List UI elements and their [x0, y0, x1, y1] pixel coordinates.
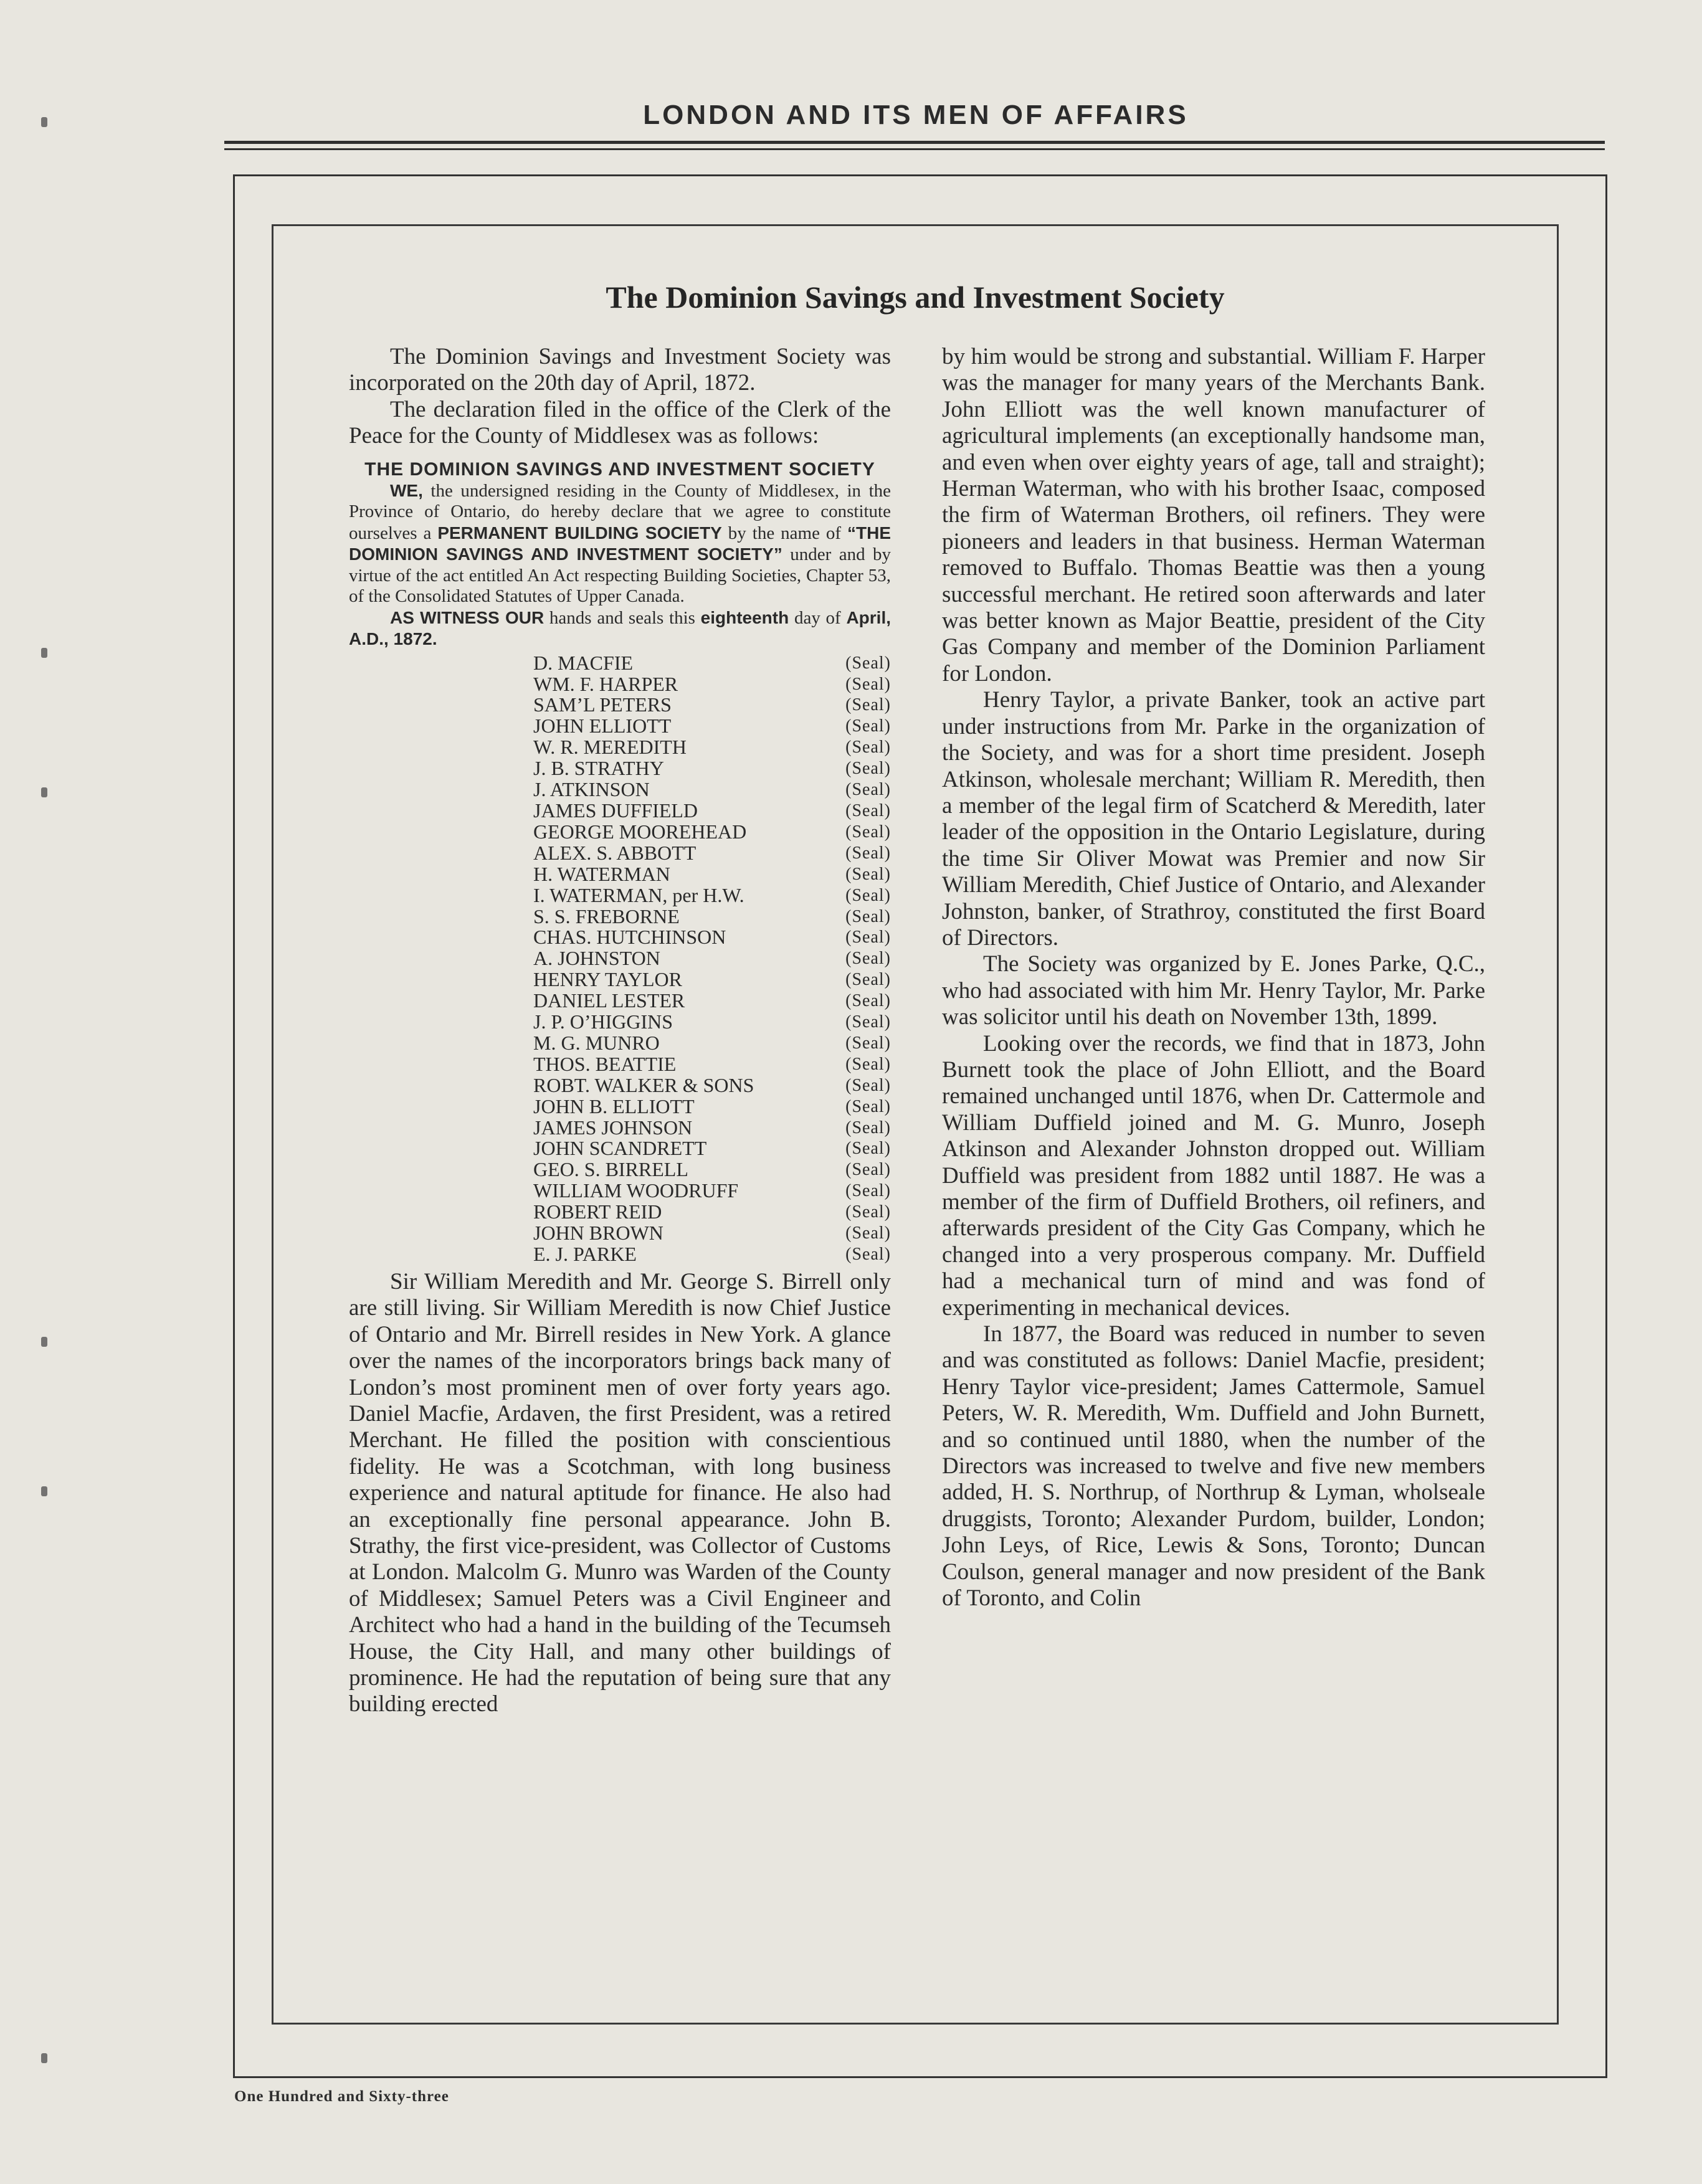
seal-label: (Seal)	[845, 885, 891, 905]
decl-text: by the name of	[721, 523, 848, 543]
signatory-row	[349, 1075, 891, 1096]
seal-label: (Seal)	[845, 843, 891, 863]
witness-bold: April, A.D., 1872.	[349, 607, 891, 649]
margin-mark	[41, 787, 47, 797]
decl-bold: PERMANENT BUILDING SOCIETY	[437, 523, 722, 543]
signatory-row	[349, 906, 891, 928]
signatory-row	[349, 653, 891, 674]
signatory-name: ALEX. S. ABBOTT	[533, 841, 696, 864]
signatory-row	[349, 1033, 891, 1054]
margin-mark	[41, 117, 47, 127]
decl-bold: “THE DOMINION SAVINGS AND INVESTMENT SOCIETY”	[349, 523, 891, 564]
seal-label: (Seal)	[845, 1202, 891, 1222]
signatory-row	[349, 1159, 891, 1180]
paragraph: The Dominion Savings and Investment Society was incorporated on the 20th day of April, 1872.	[349, 344, 891, 396]
paragraph: The Society was organized by E. Jones Parke, Q.C., who had associated with him Mr. Henry Taylor, Mr. Parke was solicitor until his death on November 13th, 1899.	[942, 951, 1485, 1030]
signatory-list	[349, 653, 891, 1265]
signatory-name: JAMES JOHNSON	[533, 1116, 693, 1139]
signatory-row	[349, 1118, 891, 1139]
seal-label: (Seal)	[845, 1181, 891, 1201]
signatory-name: J. B. STRATHY	[533, 757, 664, 780]
paragraph: Looking over the records, we find that in 1873, John Burnett took the place of John Elliott, and the Board remained unchanged until 1876, when Dr. Cattermole and William Duffield joined and M. G. Munro, Joseph Atkinson and Alexander Johnston dropped out. William Duffield was president from 1882 until 1887. He was a member of the firm of Duffield Brothers, oil refiners, and afterwards president of the City Gas Company, which he changed into a very prosperous company. Mr. Duffield had a mechanical turn of mind and was fond of experimenting in mechanical devices.	[942, 1030, 1485, 1321]
signatory-row	[349, 1244, 891, 1265]
article-title: The Dominion Savings and Investment Society	[606, 280, 1225, 315]
signatory-name: JOHN ELLIOTT	[533, 715, 672, 738]
decl-we: WE,	[390, 480, 423, 500]
signatory-row	[349, 864, 891, 885]
seal-label: (Seal)	[845, 991, 891, 1011]
signatory-row	[349, 779, 891, 800]
signatory-name: HENRY TAYLOR	[533, 968, 682, 991]
signatory-row	[349, 1223, 891, 1244]
signatory-name: I. WATERMAN, per H.W.	[533, 883, 744, 906]
signatory-row	[349, 1012, 891, 1033]
signatory-row	[349, 1138, 891, 1159]
signatory-row	[349, 822, 891, 843]
seal-label: (Seal)	[845, 1033, 891, 1053]
signatory-row	[349, 1180, 891, 1202]
signatory-name: JOHN B. ELLIOTT	[533, 1094, 695, 1118]
signatory-row	[349, 948, 891, 969]
signatory-name: GEORGE MOOREHEAD	[533, 820, 747, 843]
paragraph: In 1877, the Board was reduced in number to seven and was constituted as follows: Daniel Macfie, president; Henry Taylor vice-president; James Cattermole, Samuel Peters, W. R. Meredith, Wm. Duffield and John Burnett, and so continued until 1880, when the number of the Directors was increased to twelve and five new members added, H. S. Northrup, of Northrup & Lyman, wholseale druggists, Toronto; Alexander Purdom, builder, London; John Leys, of Rice, Lewis & Sons, Toronto; Duncan Coulson, general manager and now president of the Bank of Toronto, and Colin	[942, 1321, 1485, 1612]
signatory-row	[349, 990, 891, 1012]
margin-mark	[41, 1337, 47, 1347]
seal-label: (Seal)	[845, 780, 891, 800]
signatory-name: GEO. S. BIRRELL	[533, 1158, 688, 1181]
signatory-name: ROBERT REID	[533, 1200, 662, 1223]
paragraph: by him would be strong and substantial. William F. Harper was the manager for many years of the Merchants Bank. John Elliott was the well known manufacturer of agricultural implements (an exceptionally handsome man, and even when over eighty years of age, tall and straight); Herman Waterman, who with his brother Isaac, composed the firm of Waterman Brothers, oil refiners. They were pioneers and leaders in that business. Herman Waterman removed to Buffalo. Thomas Beattie was then a young successful merchant. He retired soon afterwards and later was better known as Major Beattie, president of the City Gas Company and member of the Dominion Parliament for London.	[942, 344, 1485, 686]
seal-label: (Seal)	[845, 1054, 891, 1074]
witness-text-part: day of	[789, 607, 847, 628]
signatory-name: DANIEL LESTER	[533, 989, 685, 1012]
seal-label: (Seal)	[845, 759, 891, 779]
header-rule	[224, 148, 1605, 150]
seal-label: (Seal)	[845, 1096, 891, 1116]
signatory-name: CHAS. HUTCHINSON	[533, 926, 726, 949]
seal-label: (Seal)	[845, 1160, 891, 1180]
signatory-name: WM. F. HARPER	[533, 672, 678, 695]
signatory-name: JAMES DUFFIELD	[533, 799, 698, 822]
signatory-name: M. G. MUNRO	[533, 1031, 660, 1054]
seal-label: (Seal)	[845, 1118, 891, 1137]
left-column	[349, 344, 891, 1718]
seal-label: (Seal)	[845, 1012, 891, 1032]
right-column	[942, 344, 1485, 1612]
seal-label: (Seal)	[845, 970, 891, 990]
signatory-name: E. J. PARKE	[533, 1243, 637, 1265]
seal-label: (Seal)	[845, 928, 891, 947]
signatory-name: H. WATERMAN	[533, 862, 670, 885]
seal-label: (Seal)	[845, 1245, 891, 1264]
seal-label: (Seal)	[845, 716, 891, 736]
seal-label: (Seal)	[845, 800, 891, 820]
witness-bold: AS WITNESS OUR	[390, 607, 544, 627]
signatory-name: JOHN BROWN	[533, 1222, 663, 1245]
seal-label: (Seal)	[845, 906, 891, 926]
page-number: One Hundred and Sixty-three	[234, 2088, 449, 2105]
header-rule	[224, 141, 1605, 144]
signatory-name: THOS. BEATTIE	[533, 1052, 677, 1075]
signatory-name: D. MACFIE	[533, 651, 634, 674]
running-header: LONDON AND ITS MEN OF AFFAIRS	[643, 100, 1189, 130]
signatory-row	[349, 674, 891, 695]
seal-label: (Seal)	[845, 1223, 891, 1243]
declaration-title: THE DOMINION SAVINGS AND INVESTMENT SOCIETY	[364, 458, 875, 480]
signatory-row	[349, 843, 891, 864]
witness-text-part: hands and seals this	[544, 607, 701, 628]
signatory-row	[349, 927, 891, 948]
signatory-name: J. P. O’HIGGINS	[533, 1010, 673, 1033]
signatory-name: SAM’L PETERS	[533, 693, 672, 716]
margin-mark	[41, 648, 47, 658]
witness-bold: eighteenth	[700, 607, 789, 627]
signatory-row	[349, 716, 891, 737]
signatory-row	[349, 969, 891, 990]
margin-mark	[41, 2053, 47, 2063]
signatory-row	[349, 758, 891, 779]
signatory-row	[349, 1096, 891, 1118]
seal-label: (Seal)	[845, 949, 891, 969]
signatory-row	[349, 800, 891, 822]
decl-text: under and by virtue of the act entitled An Act respecting Building Societies, Chapter 53, of the Consolidated Statutes of Upper Canada.	[349, 544, 891, 607]
signatory-name: A. JOHNSTON	[533, 947, 660, 970]
seal-label: (Seal)	[845, 864, 891, 884]
paragraph: Sir William Meredith and Mr. George S. Birrell only are still living. Sir William Meredith is now Chief Justice of Ontario and Mr. Birrell resides in New York. A glance over the names of the incorporators brings back many of London’s most prominent men of over forty years ago. Daniel Macfie, Ardaven, the first President, was a retired Merchant. He filled the position with conscientious fidelity. He was a Scotchman, with long business experience and natural aptitude for finance. He also had an exceptionally fine personal appearance. John B. Strathy, the first vice-president, was Collector of Customs at London. Malcolm G. Munro was Warden of the County of Middlesex; Samuel Peters was a Civil Engineer and Architect who had a hand in the building of the Tecumseh House, the City Hall, and many other buildings of prominence. He had the reputation of being sure that any building erected	[349, 1268, 891, 1717]
paragraph: The declaration filed in the office of the Clerk of the Peace for the County of Middlesex was as follows:	[349, 396, 891, 449]
signatory-row	[349, 1054, 891, 1075]
seal-label: (Seal)	[845, 695, 891, 715]
seal-label: (Seal)	[845, 674, 891, 694]
signatory-name: ROBT. WALKER & SONS	[533, 1073, 754, 1096]
signatory-name: WILLIAM WOODRUFF	[533, 1179, 739, 1202]
signatory-row	[349, 695, 891, 716]
decl-text: the undersigned residing in the County of Middlesex, in the Province of Ontario, do hereby declare that we agree to constitute ourselves a	[349, 480, 891, 543]
witness-text	[349, 607, 891, 650]
declaration-text	[349, 480, 891, 607]
margin-mark	[41, 1486, 47, 1496]
signatory-name: J. ATKINSON	[533, 778, 650, 801]
seal-label: (Seal)	[845, 653, 891, 673]
signatory-row	[349, 737, 891, 758]
paragraph: Henry Taylor, a private Banker, took an active part under instructions from Mr. Parke in the organization of the Society, and was for a short time president. Joseph Atkinson, wholesale merchant; William R. Meredith, then a member of the legal firm of Scatcherd & Meredith, later leader of the opposition in the Ontario Legislature, during the time Sir Oliver Mowat was Premier and now Sir William Meredith, Chief Justice of Ontario, and Alexander Johnston, banker, of Strathroy, constituted the first Board of Directors.	[942, 687, 1485, 951]
seal-label: (Seal)	[845, 1139, 891, 1159]
signatory-name: W. R. MEREDITH	[533, 736, 687, 759]
seal-label: (Seal)	[845, 822, 891, 842]
signatory-name: S. S. FREBORNE	[533, 904, 680, 928]
signatory-name: JOHN SCANDRETT	[533, 1137, 707, 1160]
signatory-row	[349, 885, 891, 906]
signatory-row	[349, 1202, 891, 1223]
seal-label: (Seal)	[845, 1075, 891, 1095]
seal-label: (Seal)	[845, 738, 891, 757]
